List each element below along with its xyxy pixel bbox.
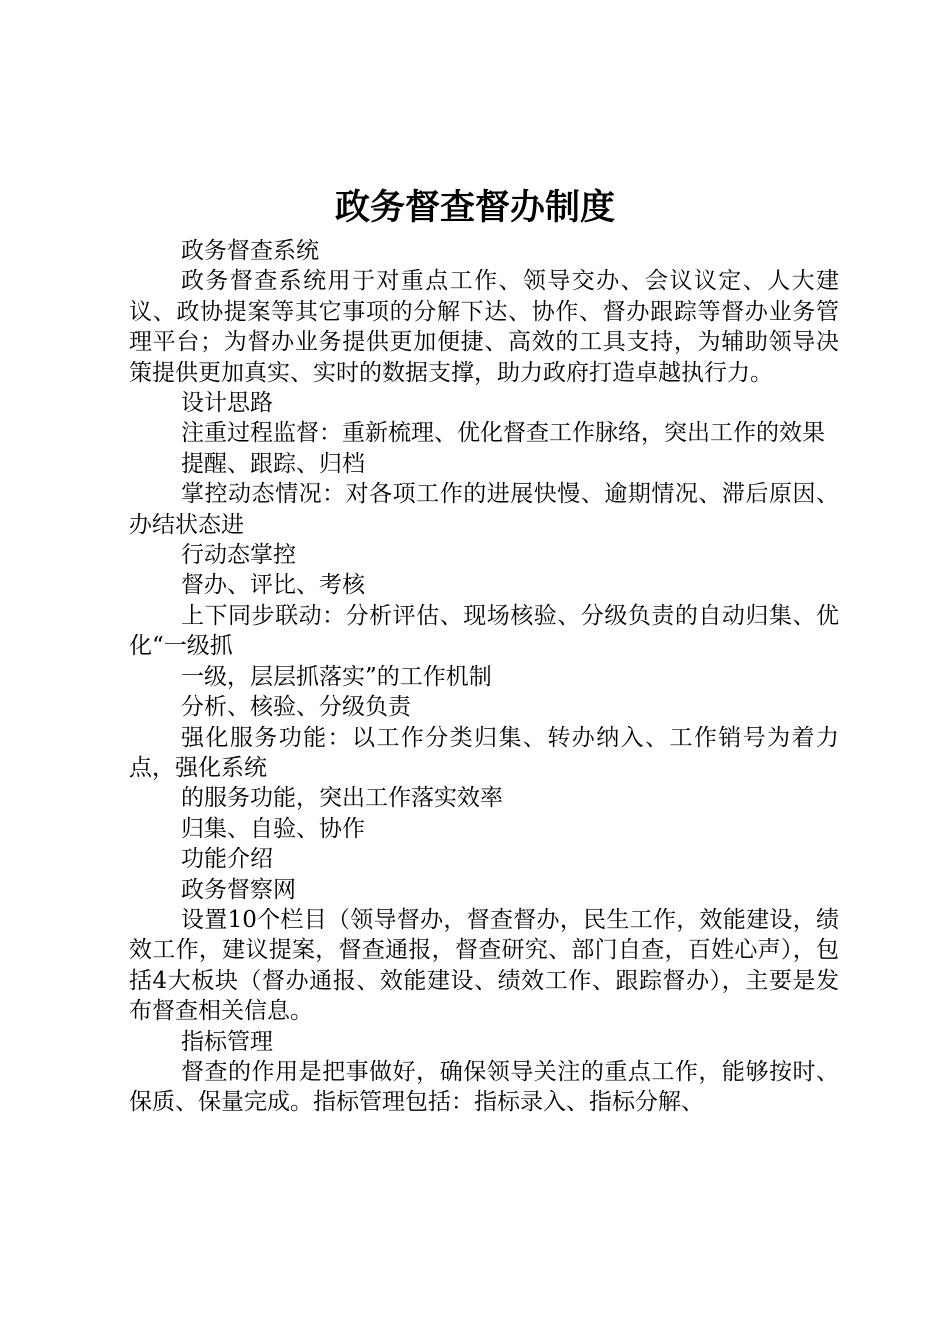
paragraph: 上下同步联动：分析评估、现场核验、分级负责的自动归集、优化“一级抓 (129, 602, 839, 660)
paragraph: 设置10个栏目（领导督办，督查督办，民生工作，效能建设，绩效工作，建议提案，督查通报，督查研究、部门自查，百姓心声），包括4大板块（督办通报、效能建设、绩效工作、跟踪督办），主要是发布督查相关信息。 (129, 906, 839, 1025)
paragraph-heading: 政务督查系统 (181, 238, 319, 264)
paragraph: 掌控动态情况：对各项工作的进展快慢、逾期情况、滞后原因、办结状态进 (129, 481, 839, 538)
paragraph-heading: 指标管理 (181, 1028, 273, 1055)
paragraph: 行动态掌控 (181, 542, 296, 569)
paragraph-heading: 设计思路 (181, 390, 273, 417)
document-body (129, 236, 839, 1118)
paragraph: 强化服务功能：以工作分类归集、转办纳入、工作销号为着力点，强化系统 (129, 724, 839, 781)
paragraph-heading: 功能介绍 (181, 846, 273, 873)
paragraph: 的服务功能，突出工作落实效率 (181, 785, 503, 812)
paragraph: 提醒、跟踪、归档 (181, 450, 365, 477)
paragraph: 注重过程监督：重新梳理、优化督查工作脉络，突出工作的效果 (181, 420, 825, 447)
paragraph: 一级，层层抓落实”的工作机制 (181, 663, 492, 690)
document-title: 政务督查督办制度 (334, 187, 615, 228)
paragraph: 政务督查系统用于对重点工作、领导交办、会议议定、人大建议、政协提案等其它事项的分解下达、协作、督办跟踪等督办业务管理平台；为督办业务提供更加便捷、高效的工具支持，为辅助领导决策提供更加真实、实时的数据支撑，助力政府打造卓越执行力。 (129, 268, 839, 386)
paragraph: 督办、评比、考核 (181, 572, 365, 599)
paragraph-heading: 政务督察网 (181, 876, 296, 903)
paragraph: 分析、核验、分级负责 (181, 694, 411, 721)
paragraph: 督查的作用是把事做好，确保领导关注的重点工作，能够按时、保质、保量完成。指标管理包括：指标录入、指标分解、 (129, 1058, 839, 1116)
paragraph: 归集、自验、协作 (181, 815, 365, 842)
